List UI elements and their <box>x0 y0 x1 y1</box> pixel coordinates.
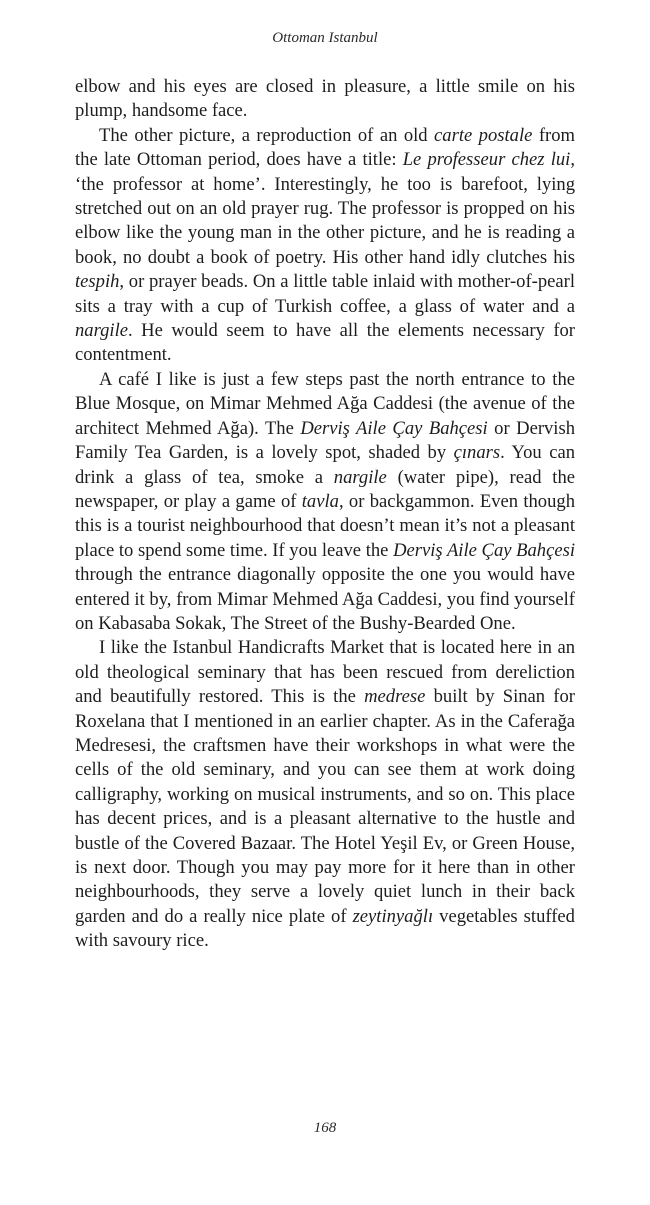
text-run: I like the Istanbul Handicrafts Market that is located here in an old theological seminary that has been rescued from dereliction and beautifully restored. This is the <box>75 637 575 708</box>
paragraph <box>75 368 575 636</box>
text-run: , or backgammon. Even though this is a tourist neighbourhood that doesn’t mean it’s not a pleasant place to spend some time. If you leave the <box>75 490 575 561</box>
text-run: from the late Ottoman period, does have a title: <box>75 124 575 171</box>
text-run: built by Sinan for Roxelana that I mentioned in an earlier chapter. As in the Caferağa Medresesi, the craftsmen have their workshops in what were the cells of the old seminary, and you can see them at work doing calligraphy, working on musical instruments, and so on. This place has decent prices, and is a pleasant alternative to the hustle and bustle of the Covered Bazaar. The Hotel Yeşil Ev, or Green House, is next door. Though you may pay more for it here than in other neighbourhoods, they serve a lovely quiet lunch in their back garden and do a really nice plate of <box>75 686 575 927</box>
text-run: , or prayer beads. On a little table inlaid with mother-of-pearl sits a tray with a cup of Turkish coffee, a glass of water and a <box>75 271 575 317</box>
italic-term: tespih <box>75 271 120 293</box>
italic-term: Derviş Aile Çay Bahçesi <box>300 417 488 439</box>
paragraph <box>75 75 575 124</box>
text-run: through the entrance diagonally opposite the one you would have entered it by, from Mimar Mehmed Ağa Caddesi, you find yourself on Kabasaba Sokak, The Street of the Bushy-Bearded One. <box>75 564 575 634</box>
italic-term: tavla <box>301 490 339 512</box>
italic-term: çınars <box>453 442 501 464</box>
italic-term: medrese <box>364 686 426 708</box>
italic-term: Derviş Aile Çay Bahçesi <box>393 539 575 561</box>
text-run: A café I like is just a few steps past the north entrance to the Blue Mosque, on Mimar Mehmed Ağa Caddesi (the avenue of the architect Mehmed Ağa). The <box>75 368 575 439</box>
paragraph <box>75 124 575 368</box>
text-run: . He would seem to have all the elements necessary for contentment. <box>75 320 575 366</box>
text-run: . You can drink a glass of tea, smoke a <box>75 442 575 488</box>
page-number: 168 <box>313 1120 337 1136</box>
text-run: vegetables stuffed with savoury rice. <box>75 905 575 952</box>
text-run: (water pipe), read the newspaper, or play a game of <box>75 466 575 512</box>
italic-term: carte postale <box>434 124 533 146</box>
italic-term: nargile <box>333 466 387 488</box>
running-head: Ottoman Istanbul <box>272 30 378 46</box>
paragraph <box>75 636 575 953</box>
italic-term: zeytinyağlı <box>352 905 434 927</box>
text-run: elbow and his eyes are closed in pleasure, a little smile on his plump, handsome face. <box>75 76 575 122</box>
body-text <box>75 75 575 954</box>
text-run: The other picture, a reproduction of an old <box>99 124 435 146</box>
text-run: or Dervish Family Tea Garden, is a lovely spot, shaded by <box>75 417 576 464</box>
text-run: , ‘the professor at home’. Interestingly, he too is barefoot, lying stretched out on an old prayer rug. The professor is propped on his elbow like the young man in the other picture, and he is reading a book, no doubt a book of poetry. His other hand idly clutches his <box>75 149 575 268</box>
italic-term: Le professeur chez lui <box>402 149 571 171</box>
italic-term: nargile <box>75 320 129 342</box>
